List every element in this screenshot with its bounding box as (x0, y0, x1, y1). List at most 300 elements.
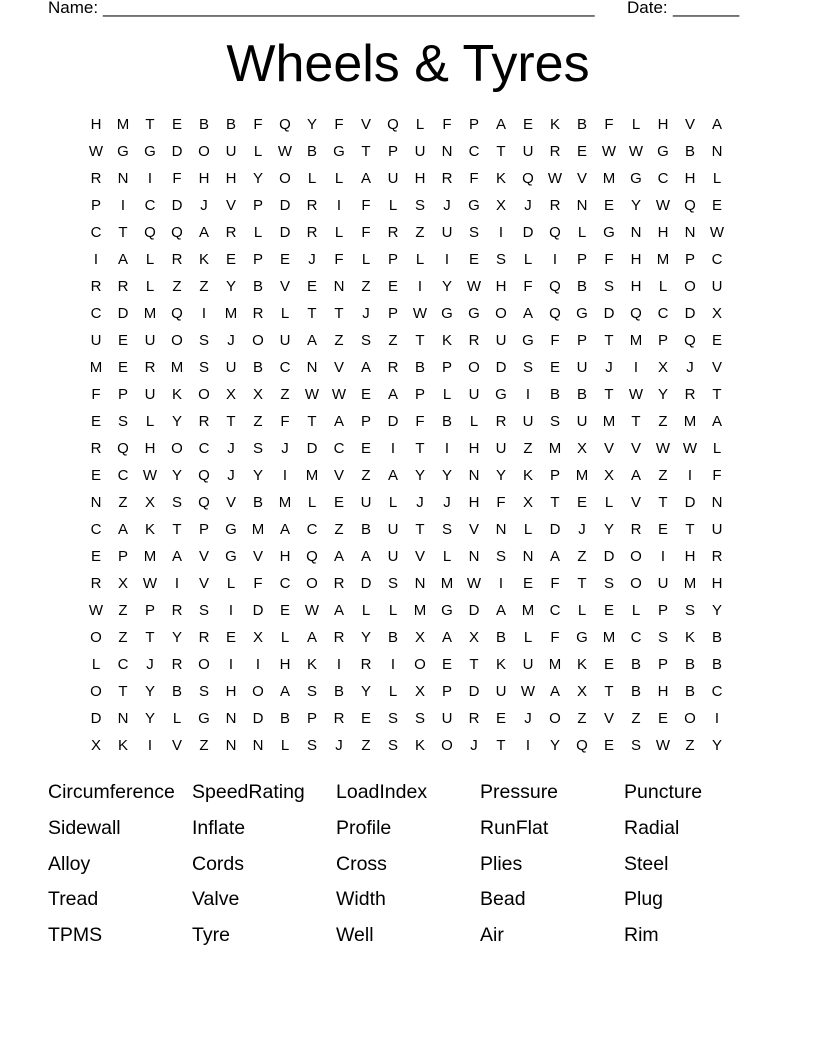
grid-letter[interactable]: N (90, 493, 102, 511)
grid-letter[interactable]: U (711, 520, 723, 538)
grid-letter[interactable]: U (495, 682, 507, 700)
grid-letter[interactable]: K (495, 169, 506, 187)
grid-letter[interactable]: X (576, 682, 587, 700)
grid-letter[interactable]: W (682, 439, 698, 457)
grid-letter[interactable]: H (684, 547, 696, 565)
grid-letter[interactable]: M (251, 520, 265, 538)
grid-letter[interactable]: N (225, 709, 237, 727)
grid-letter[interactable]: L (523, 628, 533, 646)
grid-letter[interactable]: U (387, 169, 399, 187)
grid-letter[interactable]: A (549, 547, 560, 565)
grid-letter[interactable]: Q (171, 223, 183, 241)
grid-letter[interactable]: E (468, 250, 479, 268)
grid-letter[interactable]: Z (199, 277, 209, 295)
grid-letter[interactable]: B (630, 655, 641, 673)
grid-letter[interactable]: M (305, 466, 319, 484)
grid-letter[interactable]: M (629, 331, 643, 349)
grid-letter[interactable]: Q (522, 169, 534, 187)
grid-letter[interactable]: O (495, 304, 507, 322)
grid-letter[interactable]: P (387, 304, 398, 322)
grid-letter[interactable]: R (468, 331, 480, 349)
grid-letter[interactable]: B (252, 493, 263, 511)
grid-letter[interactable]: L (280, 628, 290, 646)
grid-letter[interactable]: N (441, 142, 453, 160)
grid-letter[interactable]: M (278, 493, 292, 511)
grid-letter[interactable]: T (118, 223, 128, 241)
grid-letter[interactable]: Z (388, 331, 398, 349)
grid-letter[interactable]: H (198, 169, 210, 187)
grid-letter[interactable]: B (576, 385, 587, 403)
grid-letter[interactable]: T (226, 412, 236, 430)
grid-letter[interactable]: W (655, 736, 671, 754)
grid-letter[interactable]: C (279, 574, 291, 592)
grid-letter[interactable]: V (576, 169, 587, 187)
grid-letter[interactable]: D (549, 520, 561, 538)
grid-letter[interactable]: L (280, 304, 290, 322)
grid-letter[interactable]: P (117, 547, 128, 565)
grid-letter[interactable]: H (711, 574, 723, 592)
grid-letter[interactable]: R (711, 547, 723, 565)
grid-letter[interactable]: O (171, 331, 183, 349)
grid-letter[interactable]: B (630, 682, 641, 700)
grid-letter[interactable]: Z (577, 547, 587, 565)
grid-letter[interactable]: J (416, 493, 424, 511)
grid-letter[interactable]: E (90, 547, 101, 565)
grid-letter[interactable]: W (331, 385, 347, 403)
grid-letter[interactable]: H (684, 169, 696, 187)
grid-letter[interactable]: S (414, 709, 425, 727)
grid-letter[interactable]: H (225, 169, 237, 187)
grid-letter[interactable]: L (415, 250, 425, 268)
grid-letter[interactable]: W (655, 439, 671, 457)
grid-letter[interactable]: O (90, 682, 102, 700)
grid-letter[interactable]: U (225, 142, 237, 160)
grid-letter[interactable]: I (228, 655, 234, 673)
grid-letter[interactable]: Z (685, 736, 695, 754)
grid-letter[interactable]: U (522, 655, 534, 673)
name-line[interactable]: ____________________________________________________ (103, 0, 595, 17)
grid-letter[interactable]: C (333, 439, 345, 457)
grid-letter[interactable]: Z (523, 439, 533, 457)
grid-letter[interactable]: S (387, 574, 398, 592)
grid-letter[interactable]: Y (252, 169, 263, 187)
grid-letter[interactable]: I (714, 709, 720, 727)
grid-letter[interactable]: W (655, 196, 671, 214)
grid-letter[interactable]: Z (361, 736, 371, 754)
grid-letter[interactable]: P (198, 520, 209, 538)
grid-letter[interactable]: W (628, 142, 644, 160)
grid-letter[interactable]: E (657, 709, 668, 727)
grid-letter[interactable]: F (496, 493, 506, 511)
grid-letter[interactable]: D (306, 439, 318, 457)
grid-letter[interactable]: D (252, 601, 264, 619)
grid-letter[interactable]: O (414, 655, 426, 673)
grid-letter[interactable]: L (388, 682, 398, 700)
grid-letter[interactable]: Z (199, 736, 209, 754)
grid-letter[interactable]: Y (360, 682, 371, 700)
grid-letter[interactable]: H (495, 277, 507, 295)
grid-letter[interactable]: F (172, 169, 182, 187)
grid-letter[interactable]: R (90, 439, 102, 457)
grid-letter[interactable]: O (684, 709, 696, 727)
grid-letter[interactable]: O (441, 736, 453, 754)
grid-letter[interactable]: P (576, 331, 587, 349)
grid-letter[interactable]: X (117, 574, 128, 592)
grid-letter[interactable]: T (361, 142, 371, 160)
grid-letter[interactable]: Q (198, 466, 210, 484)
grid-letter[interactable]: P (414, 385, 425, 403)
grid-letter[interactable]: N (117, 169, 129, 187)
grid-letter[interactable]: Q (684, 331, 696, 349)
grid-letter[interactable]: F (550, 628, 560, 646)
grid-letter[interactable]: W (277, 142, 293, 160)
grid-letter[interactable]: P (90, 196, 101, 214)
grid-letter[interactable]: Z (415, 223, 425, 241)
grid-letter[interactable]: T (307, 304, 317, 322)
grid-letter[interactable]: T (550, 493, 560, 511)
grid-letter[interactable]: M (656, 250, 670, 268)
grid-letter[interactable]: R (549, 196, 561, 214)
grid-letter[interactable]: S (414, 196, 425, 214)
grid-letter[interactable]: C (198, 439, 210, 457)
grid-letter[interactable]: C (117, 466, 129, 484)
grid-letter[interactable]: C (90, 304, 102, 322)
grid-letter[interactable]: Y (306, 115, 317, 133)
grid-letter[interactable]: H (657, 115, 669, 133)
grid-letter[interactable]: C (657, 304, 669, 322)
grid-letter[interactable]: D (171, 196, 183, 214)
grid-letter[interactable]: T (604, 331, 614, 349)
grid-letter[interactable]: X (603, 466, 614, 484)
grid-letter[interactable]: T (307, 412, 317, 430)
grid-letter[interactable]: D (684, 304, 696, 322)
grid-letter[interactable]: T (577, 574, 587, 592)
grid-letter[interactable]: M (521, 601, 535, 619)
grid-letter[interactable]: L (253, 142, 263, 160)
grid-letter[interactable]: A (117, 250, 128, 268)
grid-letter[interactable]: E (387, 277, 398, 295)
grid-letter[interactable]: R (90, 169, 102, 187)
grid-letter[interactable]: V (468, 520, 479, 538)
grid-letter[interactable]: L (145, 250, 155, 268)
grid-letter[interactable]: Q (279, 115, 291, 133)
grid-letter[interactable]: P (144, 601, 155, 619)
grid-letter[interactable]: Y (711, 736, 722, 754)
grid-letter[interactable]: D (468, 601, 480, 619)
grid-letter[interactable]: A (279, 682, 290, 700)
grid-letter[interactable]: B (198, 115, 209, 133)
grid-letter[interactable]: X (495, 196, 506, 214)
grid-letter[interactable]: P (252, 250, 263, 268)
grid-letter[interactable]: V (171, 736, 182, 754)
grid-letter[interactable]: T (496, 142, 506, 160)
grid-letter[interactable]: V (630, 493, 641, 511)
grid-letter[interactable]: L (523, 520, 533, 538)
grid-letter[interactable]: R (333, 574, 345, 592)
grid-letter[interactable]: R (171, 655, 183, 673)
grid-letter[interactable]: Z (658, 412, 668, 430)
grid-letter[interactable]: S (360, 331, 371, 349)
grid-letter[interactable]: S (387, 709, 398, 727)
grid-letter[interactable]: O (630, 574, 642, 592)
grid-letter[interactable]: X (711, 304, 722, 322)
grid-letter[interactable]: W (304, 385, 320, 403)
grid-letter[interactable]: U (225, 358, 237, 376)
grid-letter[interactable]: E (225, 250, 236, 268)
grid-letter[interactable]: I (282, 466, 288, 484)
grid-letter[interactable]: B (684, 142, 695, 160)
grid-letter[interactable]: R (144, 358, 156, 376)
grid-letter[interactable]: A (198, 223, 209, 241)
grid-letter[interactable]: S (630, 736, 641, 754)
grid-letter[interactable]: A (360, 358, 371, 376)
grid-letter[interactable]: Z (172, 277, 182, 295)
grid-letter[interactable]: H (279, 655, 291, 673)
grid-letter[interactable]: A (360, 169, 371, 187)
grid-letter[interactable]: M (413, 601, 427, 619)
grid-letter[interactable]: Y (603, 520, 614, 538)
grid-letter[interactable]: M (602, 169, 616, 187)
grid-letter[interactable]: E (603, 736, 614, 754)
grid-letter[interactable]: U (711, 277, 723, 295)
grid-letter[interactable]: S (657, 628, 668, 646)
grid-letter[interactable]: M (575, 466, 589, 484)
grid-letter[interactable]: A (171, 547, 182, 565)
grid-letter[interactable]: D (279, 196, 291, 214)
grid-letter[interactable]: G (576, 628, 588, 646)
grid-letter[interactable]: W (142, 466, 158, 484)
grid-letter[interactable]: A (333, 412, 344, 430)
grid-letter[interactable]: Y (360, 628, 371, 646)
grid-letter[interactable]: T (712, 385, 722, 403)
grid-letter[interactable]: B (576, 277, 587, 295)
grid-letter[interactable]: R (360, 655, 372, 673)
grid-letter[interactable]: J (335, 736, 343, 754)
grid-letter[interactable]: N (495, 520, 507, 538)
grid-letter[interactable]: U (144, 331, 156, 349)
grid-letter[interactable]: L (712, 439, 722, 457)
grid-letter[interactable]: X (252, 628, 263, 646)
grid-letter[interactable]: C (90, 223, 102, 241)
grid-letter[interactable]: L (604, 493, 614, 511)
grid-letter[interactable]: G (117, 142, 129, 160)
grid-letter[interactable]: O (198, 655, 210, 673)
grid-letter[interactable]: J (686, 358, 694, 376)
grid-letter[interactable]: F (280, 412, 290, 430)
grid-letter[interactable]: R (630, 520, 642, 538)
grid-letter[interactable]: O (171, 439, 183, 457)
grid-letter[interactable]: K (198, 250, 209, 268)
grid-letter[interactable]: G (198, 709, 210, 727)
grid-letter[interactable]: S (468, 223, 479, 241)
grid-letter[interactable]: T (415, 520, 425, 538)
grid-letter[interactable]: L (334, 169, 344, 187)
grid-letter[interactable]: L (712, 169, 722, 187)
grid-letter[interactable]: Q (549, 277, 561, 295)
grid-letter[interactable]: X (576, 439, 587, 457)
grid-letter[interactable]: O (549, 709, 561, 727)
grid-letter[interactable]: H (414, 169, 426, 187)
grid-letter[interactable]: U (360, 493, 372, 511)
grid-letter[interactable]: V (252, 547, 263, 565)
grid-letter[interactable]: F (253, 574, 263, 592)
grid-letter[interactable]: Q (198, 493, 210, 511)
grid-letter[interactable]: M (143, 547, 157, 565)
grid-letter[interactable]: M (170, 358, 184, 376)
grid-letter[interactable]: R (117, 277, 129, 295)
grid-letter[interactable]: K (495, 655, 506, 673)
grid-letter[interactable]: N (468, 547, 480, 565)
grid-letter[interactable]: K (117, 736, 128, 754)
grid-letter[interactable]: S (684, 601, 695, 619)
grid-letter[interactable]: T (685, 520, 695, 538)
grid-letter[interactable]: S (603, 277, 614, 295)
grid-letter[interactable]: P (360, 412, 371, 430)
grid-letter[interactable]: B (711, 655, 722, 673)
grid-letter[interactable]: Y (414, 466, 425, 484)
grid-letter[interactable]: W (709, 223, 725, 241)
grid-letter[interactable]: Y (252, 466, 263, 484)
grid-letter[interactable]: R (333, 709, 345, 727)
grid-letter[interactable]: A (387, 385, 398, 403)
grid-letter[interactable]: Q (171, 304, 183, 322)
grid-letter[interactable]: F (442, 115, 452, 133)
grid-letter[interactable]: I (552, 250, 558, 268)
grid-letter[interactable]: A (711, 115, 722, 133)
grid-letter[interactable]: L (658, 277, 668, 295)
grid-letter[interactable]: H (630, 250, 642, 268)
grid-letter[interactable]: O (468, 358, 480, 376)
grid-letter[interactable]: L (415, 115, 425, 133)
grid-letter[interactable]: J (470, 736, 478, 754)
grid-letter[interactable]: L (388, 196, 398, 214)
grid-letter[interactable]: F (361, 223, 371, 241)
grid-letter[interactable]: Y (171, 466, 182, 484)
grid-letter[interactable]: A (711, 412, 722, 430)
grid-letter[interactable]: N (711, 142, 723, 160)
grid-letter[interactable]: U (576, 358, 588, 376)
grid-letter[interactable]: B (333, 682, 344, 700)
grid-letter[interactable]: P (306, 709, 317, 727)
grid-letter[interactable]: E (306, 277, 317, 295)
grid-letter[interactable]: I (120, 196, 126, 214)
grid-letter[interactable]: O (279, 169, 291, 187)
grid-letter[interactable]: X (225, 385, 236, 403)
grid-letter[interactable]: M (143, 304, 157, 322)
grid-letter[interactable]: X (414, 682, 425, 700)
grid-letter[interactable]: V (225, 493, 236, 511)
grid-letter[interactable]: C (711, 250, 723, 268)
grid-letter[interactable]: I (93, 250, 99, 268)
grid-letter[interactable]: W (547, 169, 563, 187)
grid-letter[interactable]: T (496, 736, 506, 754)
grid-letter[interactable]: Q (117, 439, 129, 457)
grid-letter[interactable]: M (683, 412, 697, 430)
grid-letter[interactable]: N (225, 736, 237, 754)
grid-letter[interactable]: N (252, 736, 264, 754)
grid-letter[interactable]: L (145, 412, 155, 430)
grid-letter[interactable]: U (90, 331, 102, 349)
grid-letter[interactable]: Y (441, 466, 452, 484)
grid-letter[interactable]: A (495, 115, 506, 133)
grid-letter[interactable]: D (171, 142, 183, 160)
grid-letter[interactable]: S (387, 736, 398, 754)
grid-letter[interactable]: G (522, 331, 534, 349)
grid-letter[interactable]: G (225, 520, 237, 538)
grid-letter[interactable]: E (522, 115, 533, 133)
grid-letter[interactable]: Z (280, 385, 290, 403)
grid-letter[interactable]: V (333, 358, 344, 376)
grid-letter[interactable]: I (201, 304, 207, 322)
grid-letter[interactable]: R (225, 223, 237, 241)
grid-letter[interactable]: R (198, 628, 210, 646)
grid-letter[interactable]: C (117, 655, 129, 673)
grid-letter[interactable]: U (468, 385, 480, 403)
grid-letter[interactable]: V (360, 115, 371, 133)
grid-letter[interactable]: S (495, 250, 506, 268)
grid-letter[interactable]: L (172, 709, 182, 727)
grid-letter[interactable]: U (495, 439, 507, 457)
grid-letter[interactable]: A (117, 520, 128, 538)
grid-letter[interactable]: T (118, 682, 128, 700)
grid-letter[interactable]: I (498, 223, 504, 241)
grid-letter[interactable]: M (548, 439, 562, 457)
grid-letter[interactable]: L (91, 655, 101, 673)
grid-letter[interactable]: I (687, 466, 693, 484)
grid-letter[interactable]: G (441, 304, 453, 322)
grid-letter[interactable]: E (711, 331, 722, 349)
grid-letter[interactable]: I (390, 655, 396, 673)
grid-letter[interactable]: L (388, 493, 398, 511)
grid-letter[interactable]: D (117, 304, 129, 322)
grid-letter[interactable]: S (198, 601, 209, 619)
grid-letter[interactable]: G (468, 304, 480, 322)
grid-letter[interactable]: F (91, 385, 101, 403)
grid-letter[interactable]: P (684, 250, 695, 268)
grid-letter[interactable]: F (604, 250, 614, 268)
grid-letter[interactable]: I (525, 385, 531, 403)
grid-letter[interactable]: L (253, 223, 263, 241)
grid-letter[interactable]: F (415, 412, 425, 430)
grid-letter[interactable]: R (684, 385, 696, 403)
grid-letter[interactable]: M (602, 412, 616, 430)
grid-letter[interactable]: K (576, 655, 587, 673)
grid-letter[interactable]: Q (387, 115, 399, 133)
grid-letter[interactable]: V (603, 439, 614, 457)
grid-letter[interactable]: V (333, 466, 344, 484)
grid-letter[interactable]: P (576, 250, 587, 268)
grid-letter[interactable]: L (307, 169, 317, 187)
grid-letter[interactable]: B (360, 520, 371, 538)
grid-letter[interactable]: Z (658, 466, 668, 484)
grid-letter[interactable]: P (657, 331, 668, 349)
grid-letter[interactable]: K (144, 520, 155, 538)
grid-letter[interactable]: S (198, 682, 209, 700)
grid-letter[interactable]: Z (577, 709, 587, 727)
grid-letter[interactable]: E (522, 574, 533, 592)
grid-letter[interactable]: P (657, 655, 668, 673)
grid-letter[interactable]: N (630, 223, 642, 241)
grid-letter[interactable]: F (523, 277, 533, 295)
grid-letter[interactable]: K (414, 736, 425, 754)
grid-letter[interactable]: Q (549, 304, 561, 322)
grid-letter[interactable]: I (174, 574, 180, 592)
grid-letter[interactable]: A (387, 466, 398, 484)
grid-letter[interactable]: B (306, 142, 317, 160)
grid-letter[interactable]: N (306, 358, 318, 376)
grid-letter[interactable]: C (144, 196, 156, 214)
grid-letter[interactable]: R (252, 304, 264, 322)
